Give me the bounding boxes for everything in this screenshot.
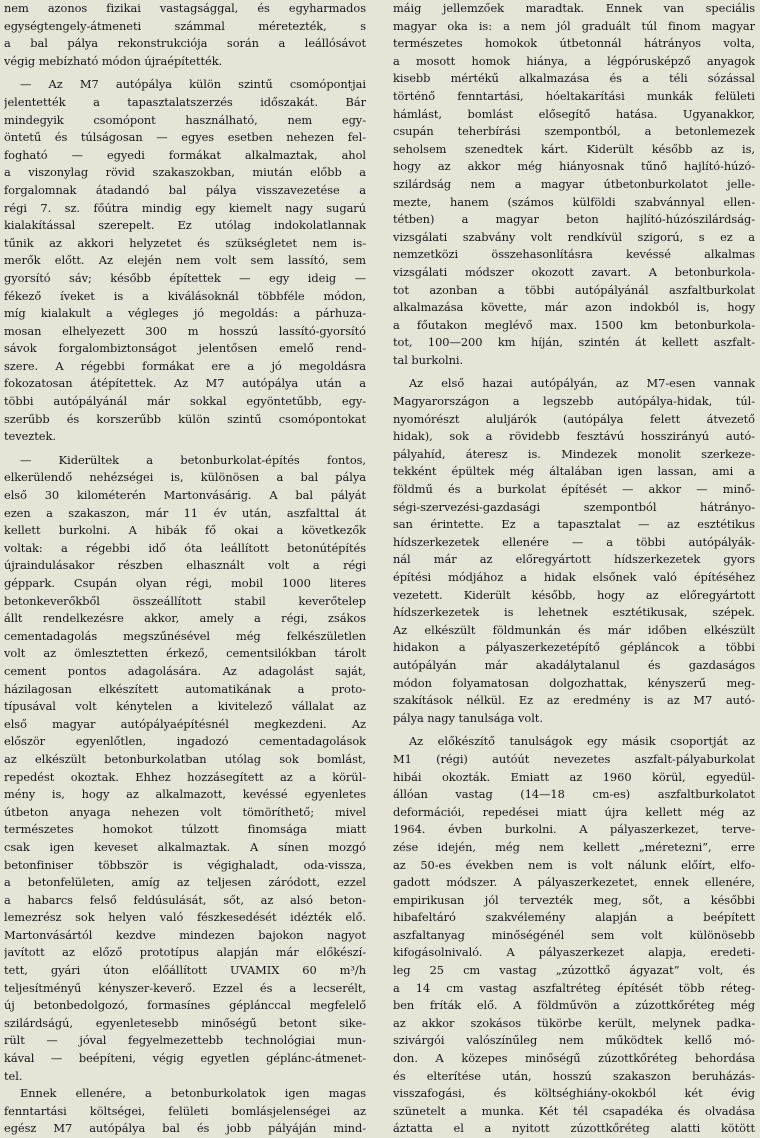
- text-line: Martonvásártól kezdve mindezen bajokon nagyot: [4, 927, 366, 942]
- text-line: természetes homokok útbetonnál hátrányos volta,: [393, 36, 755, 51]
- text-line: az akkor szokásos tükörbe került, melynek padka-: [393, 1015, 755, 1030]
- text-line: hámlást, bomlást elősegítő hatása. Ugyanakkor,: [393, 106, 755, 121]
- text-line: szakítások nélkül. Ez az eredmény is az M7 autó-: [393, 693, 755, 708]
- text-line: hídszerkezetek ellenére — a többi autópályák-: [393, 534, 755, 549]
- text-line: tot azonban a többi autópályánál aszfaltburkolat: [393, 282, 755, 297]
- text-line: zése idején, még nem kellett „méretezni”, erre: [393, 839, 755, 854]
- text-line: deformációi, repedései miatt újra kellett még az: [393, 804, 755, 819]
- text-line: mindegyik csomópont használható, nem egy-: [4, 112, 366, 127]
- text-line: pályahíd, áteresz is. Mindezek monolit szerkeze-: [393, 446, 755, 461]
- text-line: ben fríták elő. A földművön a zúzottkőréteg még: [393, 998, 755, 1013]
- text-line: hidak), sok a rövidebb fesztávú hosszirányú autó-: [393, 429, 755, 444]
- text-line: első magyar autópályaépítésnél megkezdeni. Az: [4, 716, 366, 731]
- text-line: forgalomnak átadandó bal pálya visszavezetése a: [4, 182, 366, 197]
- text-line: a 14 cm vastag aszfaltréteg építését több réteg-: [393, 980, 755, 995]
- text-line: nem azonos fizikai vastagsággal, és egyharmados: [4, 1, 366, 15]
- text-line: ségi-szervezési-gazdasági szempontból hátrányo-: [393, 499, 755, 514]
- text-line: fenntartási költségei, felületi bomlásjelenségei az: [4, 1103, 366, 1118]
- text-line: az 50-es években nem is volt nálunk előírt, elfo-: [393, 857, 755, 872]
- text-line: fogható — egyedi formákat alkalmaztak, ahol: [4, 147, 366, 162]
- text-line: állt rendelkezésre akkor, amely a régi, zsákos: [4, 611, 366, 626]
- text-line: míg kialakult a végleges jó megoldás: a párhuza-: [4, 306, 366, 321]
- text-line: teljesítményű kényszer-keverő. Ezzel és a lecserélt,: [4, 980, 366, 995]
- text-line: hídszerkezetek is lehetnek esztétikusak, szépek.: [393, 605, 755, 620]
- text-line: kisebb mértékű alkalmazása és a téli sózással: [393, 71, 755, 86]
- text-line: vizsgálati szabvány volt rendkívül szigorú, s ez a: [393, 229, 755, 244]
- text-line: gadott módszer. A pályaszerkezetet, ennek ellenére,: [393, 875, 755, 890]
- text-line: szerűbb és korszerűbb külön szintű csomópontokat: [4, 411, 366, 426]
- text-line: magyar oka is: a nem jól graduált túl finom magyar: [393, 18, 755, 33]
- text-line: régi 7. sz. főútra mindig egy kiemelt nagy sugarú: [4, 200, 366, 215]
- text-line: csak igen keveset alkalmaztak. A sínen mozgó: [4, 839, 366, 854]
- text-line: leg 25 cm vastag „zúzottkő ágyazat” volt, és: [393, 963, 755, 978]
- text-line: tekként épültek még általában igen lassan, ami a: [393, 464, 755, 479]
- text-line: teveztek.: [4, 429, 56, 444]
- text-line: építési módjához a hidak elsőnek való építéséhez: [393, 570, 755, 584]
- text-line: útbeton anyaga nehezen volt tömöríthető; mivel: [4, 804, 366, 819]
- text-line: földmű és a burkolat építését — akkor — minő-: [393, 482, 755, 497]
- right-text-column: [393, 0, 755, 1138]
- text-line: csupán teherbírási szempontból, a betonlemezek: [393, 124, 755, 139]
- text-line: állóan vastag (14—18 cm-es) aszfaltburkolatot: [393, 787, 755, 802]
- text-line: a bal pálya rekonstrukciója során a leállósávot: [4, 36, 366, 51]
- text-line: vezetett. Kiderült később, hogy az előregyártott: [393, 587, 755, 602]
- text-line: fokozatosan átépítettek. Az M7 autópálya után a: [4, 376, 366, 391]
- text-line: történő fenntartási, hóeltakarítási munkák felületi: [393, 88, 755, 103]
- text-line: hibafeltáró szakvélemény alapján a beépített: [393, 910, 755, 925]
- text-line: házilagosan elkészített automatikának a proto-: [4, 681, 366, 696]
- text-line: a habarcs felső feldúsulását, sőt, az alsó beton-: [4, 892, 366, 907]
- text-line: rült — jóval fegyelmezettebb technológiai mun-: [4, 1033, 366, 1048]
- text-line: kifogásolnivaló. A pályaszerkezet alapja, eredeti-: [393, 945, 755, 960]
- text-line: nál már az előregyártott hídszerkezetek gyors: [393, 552, 755, 567]
- text-line: alkalmazása követte, már azon indokból is, hogy: [393, 300, 755, 315]
- text-line: javított az előző prototípus alapján már előkészí-: [4, 945, 366, 960]
- text-line: tett, gyári úton előállított UVAMIX 60 m³/h: [4, 963, 366, 978]
- text-line: szilárdságú, egyenletesebb minőségű betont sike-: [4, 1015, 366, 1030]
- text-line: először egyenlőtlen, ingadozó cementadagolások: [4, 734, 366, 749]
- text-line: újraindulásakor részben elhasznált volt a régi: [4, 558, 366, 573]
- text-line: szilárdság nem a magyar útbetonburkolatot jelle-: [393, 176, 755, 191]
- text-line: öntetű és túlságosan — egyes esetben nehezen fel-: [4, 130, 366, 145]
- text-line: egész M7 autópálya bal és jobb pályáján mind-: [4, 1121, 366, 1136]
- text-line: hogy az akkor még hiányosnak tűnő hajlító-húzó-: [393, 159, 755, 174]
- text-line: — Az M7 autópálya külön szintű csomópontjai: [20, 77, 366, 92]
- left-text-column: [4, 0, 366, 1138]
- text-line: jelentették a tapasztalatszerzés időszakát. Bár: [4, 94, 366, 109]
- text-line: tot, 100—200 km híján, szintén át kellett aszfalt-: [393, 335, 755, 350]
- text-line: visszafogási, és költséghiány-okokból két évig: [393, 1086, 755, 1101]
- text-line: empirikusan jól tervezték meg, sőt, a későbbi: [393, 892, 755, 907]
- text-line: a főutakon meglévő max. 1500 km betonburkola-: [393, 317, 755, 332]
- text-line: gyorsító sáv; később építettek — egy ideig —: [4, 270, 366, 285]
- text-line: san érintette. Ez a tapasztalat — az esztétikus: [393, 517, 755, 532]
- text-line: máig jellemzőek maradtak. Ennek van speciális: [393, 1, 755, 15]
- text-line: autópályán már akadálytalanul és gazdaságos: [393, 657, 755, 672]
- text-line: elkerülendő nehézségei is, különösen a bal pálya: [4, 470, 366, 485]
- text-line: betonfiniser többször is végighaladt, oda-vissza,: [4, 857, 366, 872]
- text-line: — Kiderültek a betonburkolat-építés fontos,: [20, 452, 366, 467]
- text-line: sávok forgalombiztonságot jelentősen emelő rend-: [4, 341, 366, 356]
- text-line: pálya nagy tanulsága volt.: [393, 710, 543, 725]
- text-line: mény is, hogy az alkalmazott, kevéssé egyenletes: [4, 787, 366, 802]
- text-line: áztatta el a nyitott zúzottkőréteg alatti kötött: [393, 1121, 755, 1136]
- text-line: kával — beépíteni, végig egyetlen géplánc-átmenet-: [4, 1051, 366, 1066]
- text-line: típusával volt kénytelen a kivitelező vállalat az: [4, 699, 366, 714]
- text-line: kialakítással szerepelt. Ez utólag indokolatlannak: [4, 218, 366, 233]
- text-line: aszfaltanyag minőségénél sem volt különösebb: [393, 927, 755, 942]
- text-line: természetes homokot túlzott finomsága miatt: [4, 822, 366, 837]
- text-line: Az első hazai autópályán, az M7-esen vannak: [409, 376, 755, 391]
- text-line: a viszonylag rövid szakaszokban, miután előbb a: [4, 165, 366, 180]
- text-line: egységtengely-átmeneti számmal méretezték, s: [4, 18, 366, 33]
- text-line: cementadagolás megszűnésével még felkészületlen: [4, 628, 366, 643]
- text-line: voltak: a régebbi idő óta leállított betonútépítés: [4, 540, 366, 555]
- text-line: seholsem szenedtek kárt. Kiderült később az is,: [393, 141, 755, 156]
- text-line: tétben) a magyar beton hajlító-húzószilárdság-: [393, 212, 755, 227]
- text-line: nyomórészt aluljárók (autópálya felett átvezető: [393, 411, 755, 426]
- text-line: lemezrész sok helyen való fészkesedését idézték elő.: [4, 910, 366, 925]
- text-line: első 30 kilométerén Martonvásárig. A bal pályát: [4, 488, 366, 503]
- text-line: hibái okozták. Emiatt az 1960 körül, egyedül-: [393, 769, 755, 784]
- text-line: mosan elhelyezett 300 m hosszú lassító-gyorsító: [4, 323, 366, 338]
- text-line: szivárgói valószínűleg nem működtek kellő mó-: [393, 1033, 755, 1048]
- text-line: cement pontos adagolására. Az adagolást saját,: [4, 663, 366, 678]
- text-line: ezen a szakaszon, már 11 év után, aszfalttal át: [4, 505, 366, 520]
- text-line: a betonfelületen, amíg az teljesen záródott, ezzel: [4, 875, 366, 890]
- text-line: hidakon a pályaszerkezetépítő gépláncok a többi: [393, 640, 755, 655]
- text-line: don. A közepes minőségű zúzottkőréteg behordása: [393, 1051, 755, 1066]
- text-line: géppark. Csupán olyan régi, mobil 1000 literes: [4, 576, 366, 590]
- text-line: Ennek ellenére, a betonburkolatok igen magas: [20, 1086, 366, 1101]
- text-line: kellett burkolni. A hibák fő okai a következők: [4, 523, 366, 538]
- text-line: 1964. évben burkolni. A pályaszerkezet, terve-: [393, 822, 755, 837]
- text-line: végig mebízható módon újraépítették.: [4, 53, 223, 68]
- text-line: merők előtt. Az elején nem volt sem lassító, sem: [4, 253, 366, 268]
- text-line: többi autópályánál már sokkal egyöntetűbb, egy-: [4, 394, 366, 409]
- text-line: a mosott homok hiánya, a légpórusképző anyagok: [393, 53, 755, 68]
- text-line: volt az ömlesztetten érkező, cementsilókban tárolt: [4, 646, 366, 661]
- text-line: és elterítése után, hosszú szakaszon beruházás-: [393, 1068, 755, 1083]
- text-line: repedést okoztak. Ehhez hozzásegített az a körül-: [4, 769, 366, 784]
- text-line: tűnik az akkori helyzetet és szükségletet nem is-: [4, 235, 366, 250]
- text-line: szere. A régebbi formákat ere a jó megoldásra: [4, 358, 366, 373]
- text-line: M1 (régi) autóút nevezetes aszfalt-pályaburkolat: [393, 751, 755, 766]
- text-line: betonkeverőkből összeállított stabil keverőtelep: [4, 593, 366, 608]
- text-line: módon folyamatosan dolgozhattak, kényszerű meg-: [393, 675, 755, 690]
- text-line: Az előkészítő tanulságok egy másik csoportját az: [409, 734, 755, 749]
- text-line: új betonbedolgozó, formasínes géplánccal megfelelő: [4, 998, 366, 1013]
- text-line: Magyarországon a legszebb autópálya-hidak, túl-: [393, 394, 755, 409]
- text-line: fékező íveket is a kiválásoknál többféle módon,: [4, 288, 366, 303]
- text-line: szünetelt a munka. Két tél csapadéka és olvadása: [393, 1103, 755, 1118]
- text-line: az elkészült betonburkolatban utólag sok bomlást,: [4, 751, 366, 766]
- text-line: tal burkolni.: [393, 352, 464, 367]
- text-line: tel.: [4, 1068, 23, 1083]
- text-line: nemzetközi összehasonlításra kevéssé alkalmas: [393, 247, 755, 262]
- text-line: Az elkészült földmunkán és már időben elkészült: [393, 622, 755, 637]
- text-line: vizsgálati módszer okozott zavart. A betonburkola-: [393, 264, 755, 279]
- text-line: mezte, hanem (számos külföldi szabvánnyal ellen-: [393, 194, 755, 209]
